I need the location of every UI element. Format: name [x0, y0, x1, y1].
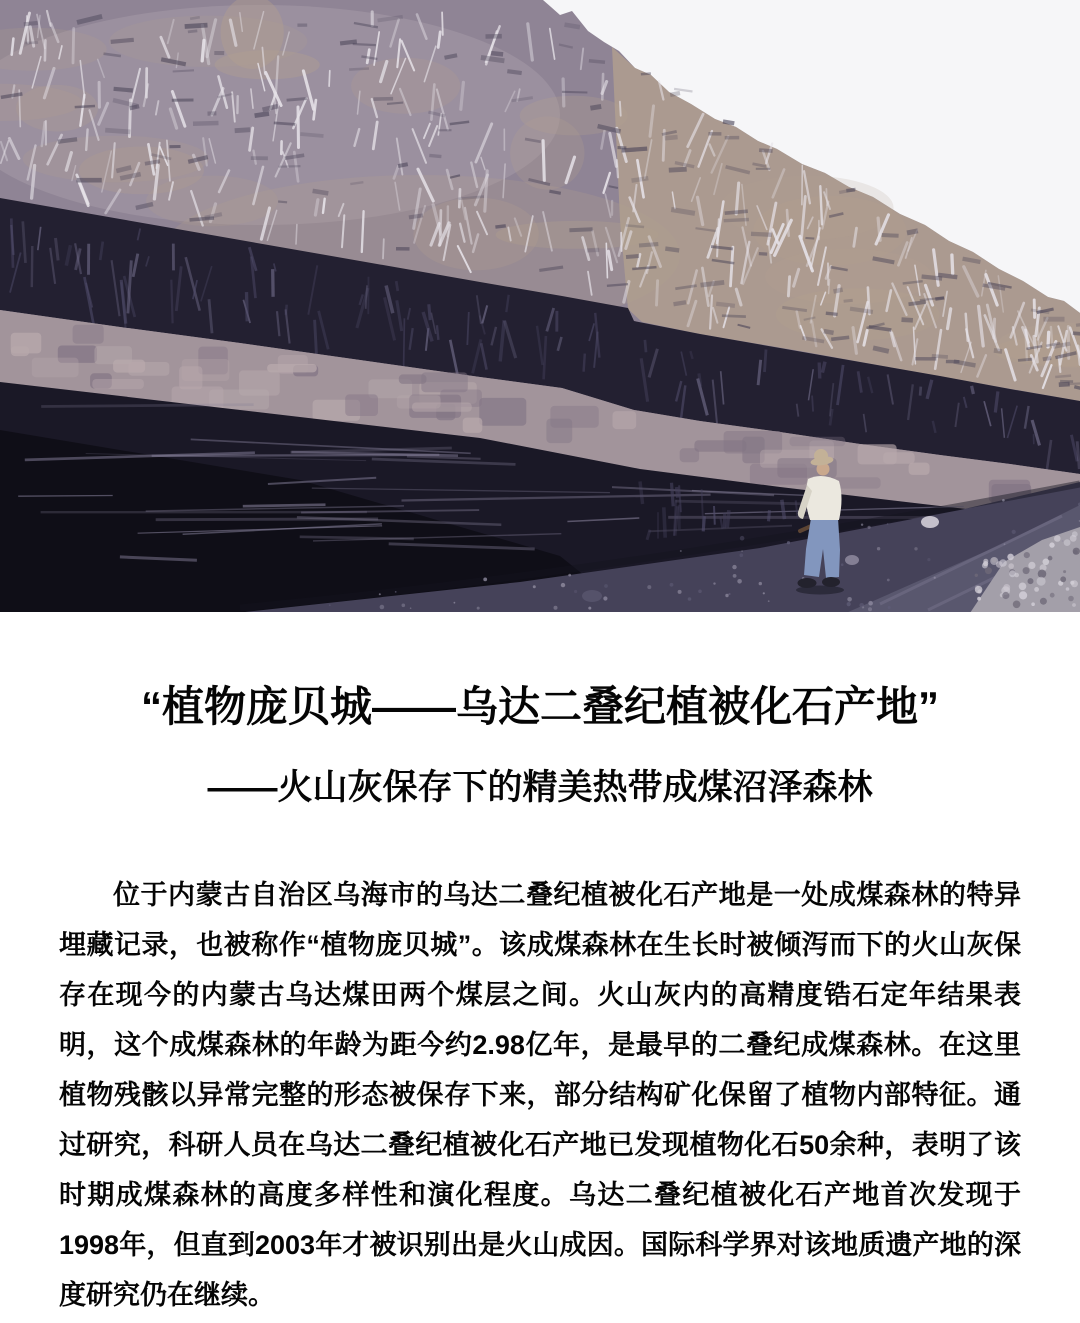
- article-body: [0, 684, 1080, 1320]
- outcrop-photo-canvas: [0, 0, 1080, 612]
- shoe: [822, 577, 840, 587]
- article-title: “植物庞贝城——乌达二叠纪植被化石产地”: [140, 683, 939, 730]
- article-subtitle: ——火山灰保存下的精美热带成煤沼泽森林: [207, 768, 873, 807]
- rock-chunk: [921, 516, 939, 528]
- outcrop-photo: [0, 0, 1080, 612]
- rock-chunk: [582, 590, 602, 602]
- sun-hat-crown: [814, 449, 828, 463]
- shirt: [806, 476, 842, 520]
- article-paragraph: 位于内蒙古自治区乌海市的乌达二叠纪植被化石产地是一处成煤森林的特异埋藏记录，也被称作“植物庞贝城”。该成煤森林在生长时被倾泻而下的火山灰保存在现今的内蒙古乌达煤田两个煤层之间。火山灰内的高精度锆石定年结果表明，这个成煤森林的年龄为距今约2.98亿年，是最早的二叠纪成煤森林。在这里植物残骸以异常完整的形态被保存下来，部分结构矿化保留了植物内部特征。通过研究，科研人员在乌达二叠纪植被化石产地已发现植物化石50余种，表明了该时期成煤森林的高度多样性和演化程度。乌达二叠纪植被化石产地首次发现于1998年，但直到2003年才被识别出是火山成因。国际科学界对该地质遗产地的深度研究仍在继续。: [59, 880, 1021, 1310]
- rock-chunk: [845, 555, 859, 565]
- shoe: [798, 578, 817, 588]
